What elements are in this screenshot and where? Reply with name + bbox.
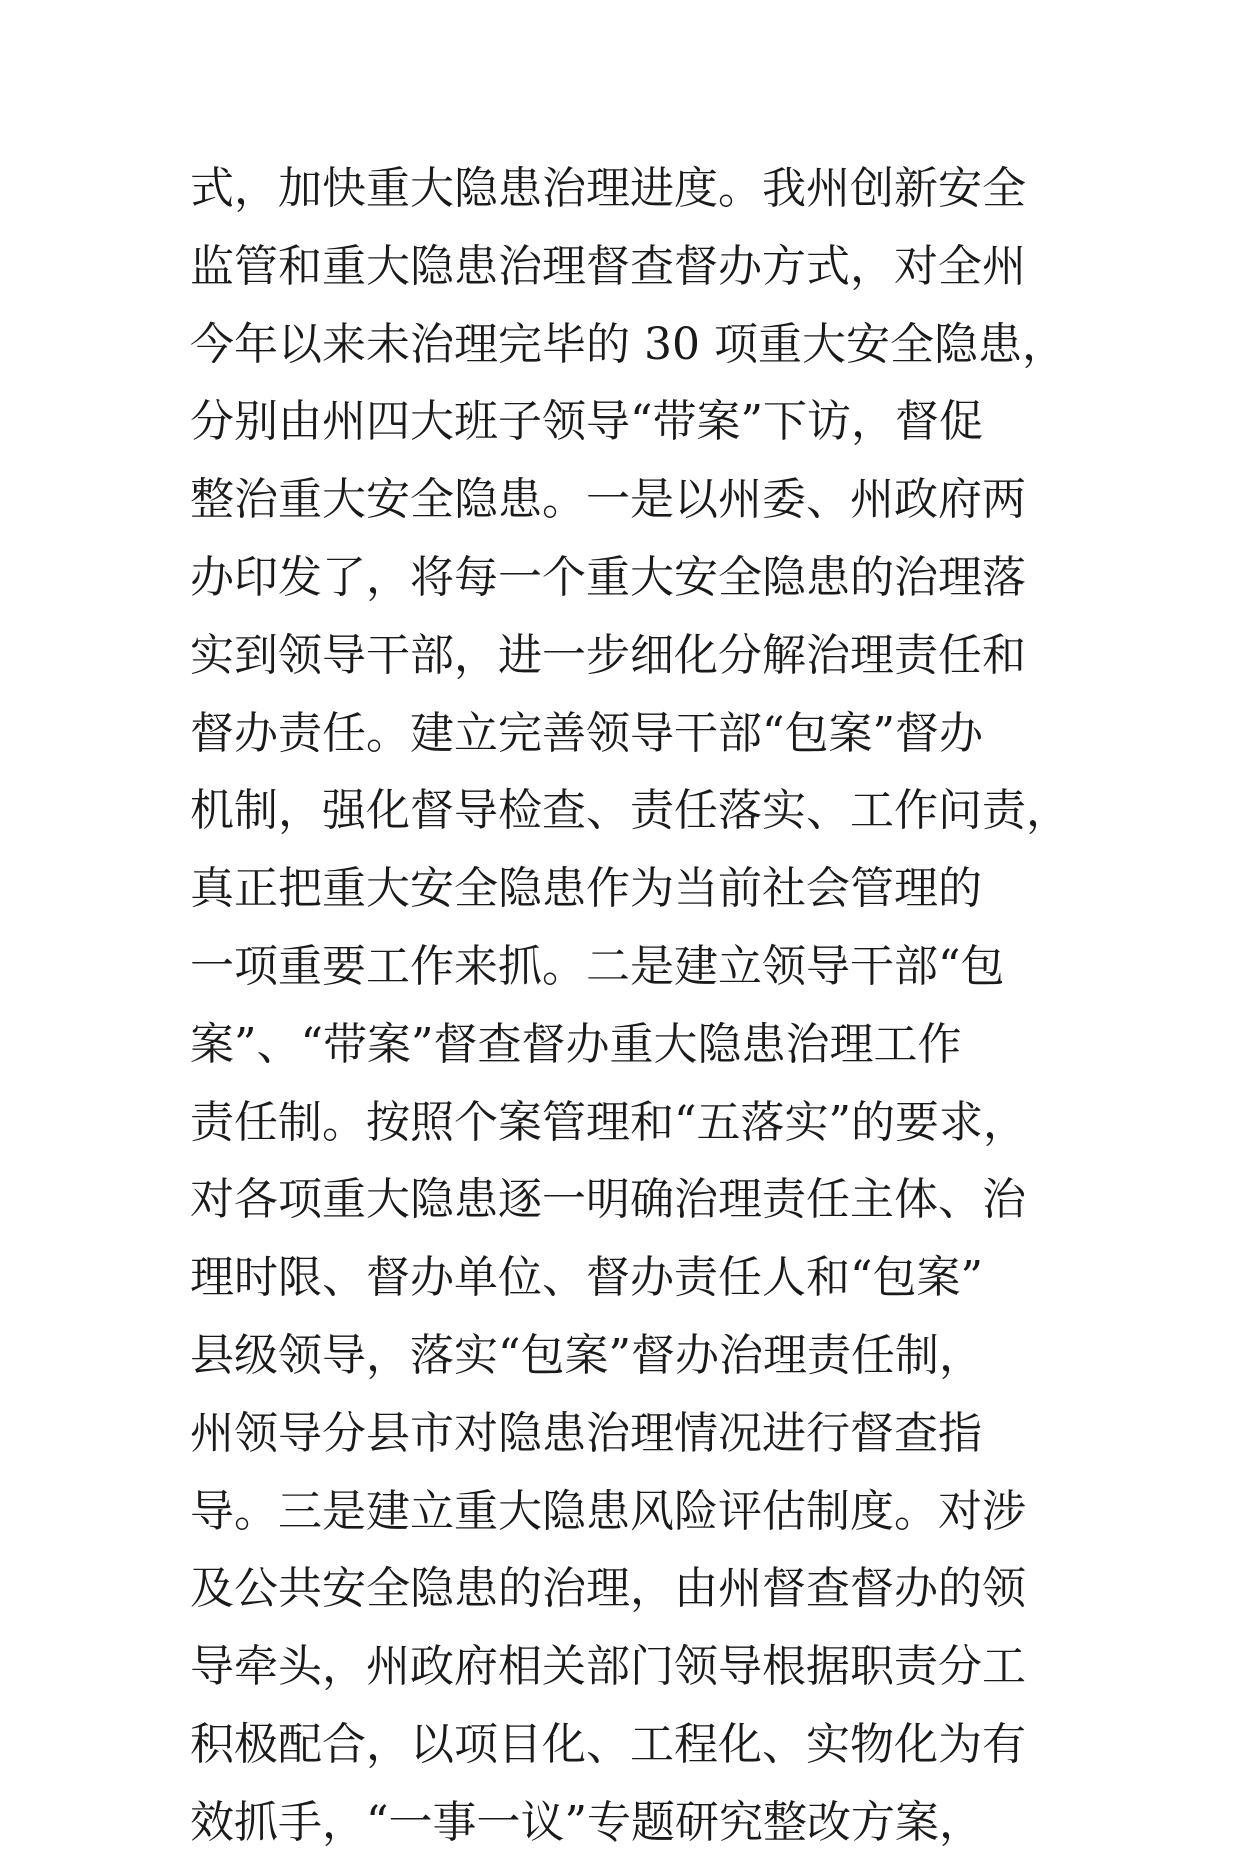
body-text [190, 150, 1070, 1862]
text-line: 办印发了，将每一个重大安全隐患的治理落 [190, 551, 1026, 603]
text-line: 案”、“带案”督查督办重大隐患治理工作 [190, 1018, 962, 1070]
text-line: 效抓手，“一事一议”专题研究整改方案， [190, 1796, 983, 1848]
text-line: 对各项重大隐患逐一明确治理责任主体、治 [190, 1174, 1026, 1226]
text-line: 分别由州四大班子领导“带案”下访，督促 [190, 396, 983, 448]
text-line: 导牵头，州政府相关部门领导根据职责分工 [190, 1641, 1026, 1693]
text-line: 实到领导干部，进一步细化分解治理责任和 [190, 629, 1026, 681]
text-line: 今年以来未治理完毕的 30 项重大安全隐患， [190, 318, 1066, 370]
text-line: 及公共安全隐患的治理，由州督查督办的领 [190, 1563, 1026, 1615]
text-line: 积极配合，以项目化、工程化、实物化为有 [190, 1718, 1026, 1770]
text-line: 机制，强化督导检查、责任落实、工作问责， [190, 785, 1070, 837]
text-line: 责任制。按照个案管理和“五落实”的要求， [190, 1096, 1027, 1148]
text-line: 监管和重大隐患治理督查督办方式，对全州 [190, 240, 1026, 292]
text-line: 州领导分县市对隐患治理情况进行督查指 [190, 1407, 982, 1459]
text-line: 真正把重大安全隐患作为当前社会管理的 [190, 863, 982, 915]
text-line: 导。三是建立重大隐患风险评估制度。对涉 [190, 1485, 1026, 1537]
text-line: 督办责任。建立完善领导干部“包案”督办 [190, 707, 983, 759]
text-line: 一项重要工作来抓。二是建立领导干部“包 [190, 940, 1005, 992]
text-line: 理时限、督办单位、督办责任人和“包案” [190, 1252, 983, 1304]
text-line: 式，加快重大隐患治理进度。我州创新安全 [190, 163, 1026, 214]
text-line: 县级领导，落实“包案”督办治理责任制， [190, 1329, 983, 1381]
text-line: 整治重大安全隐患。一是以州委、州政府两 [190, 474, 1026, 526]
